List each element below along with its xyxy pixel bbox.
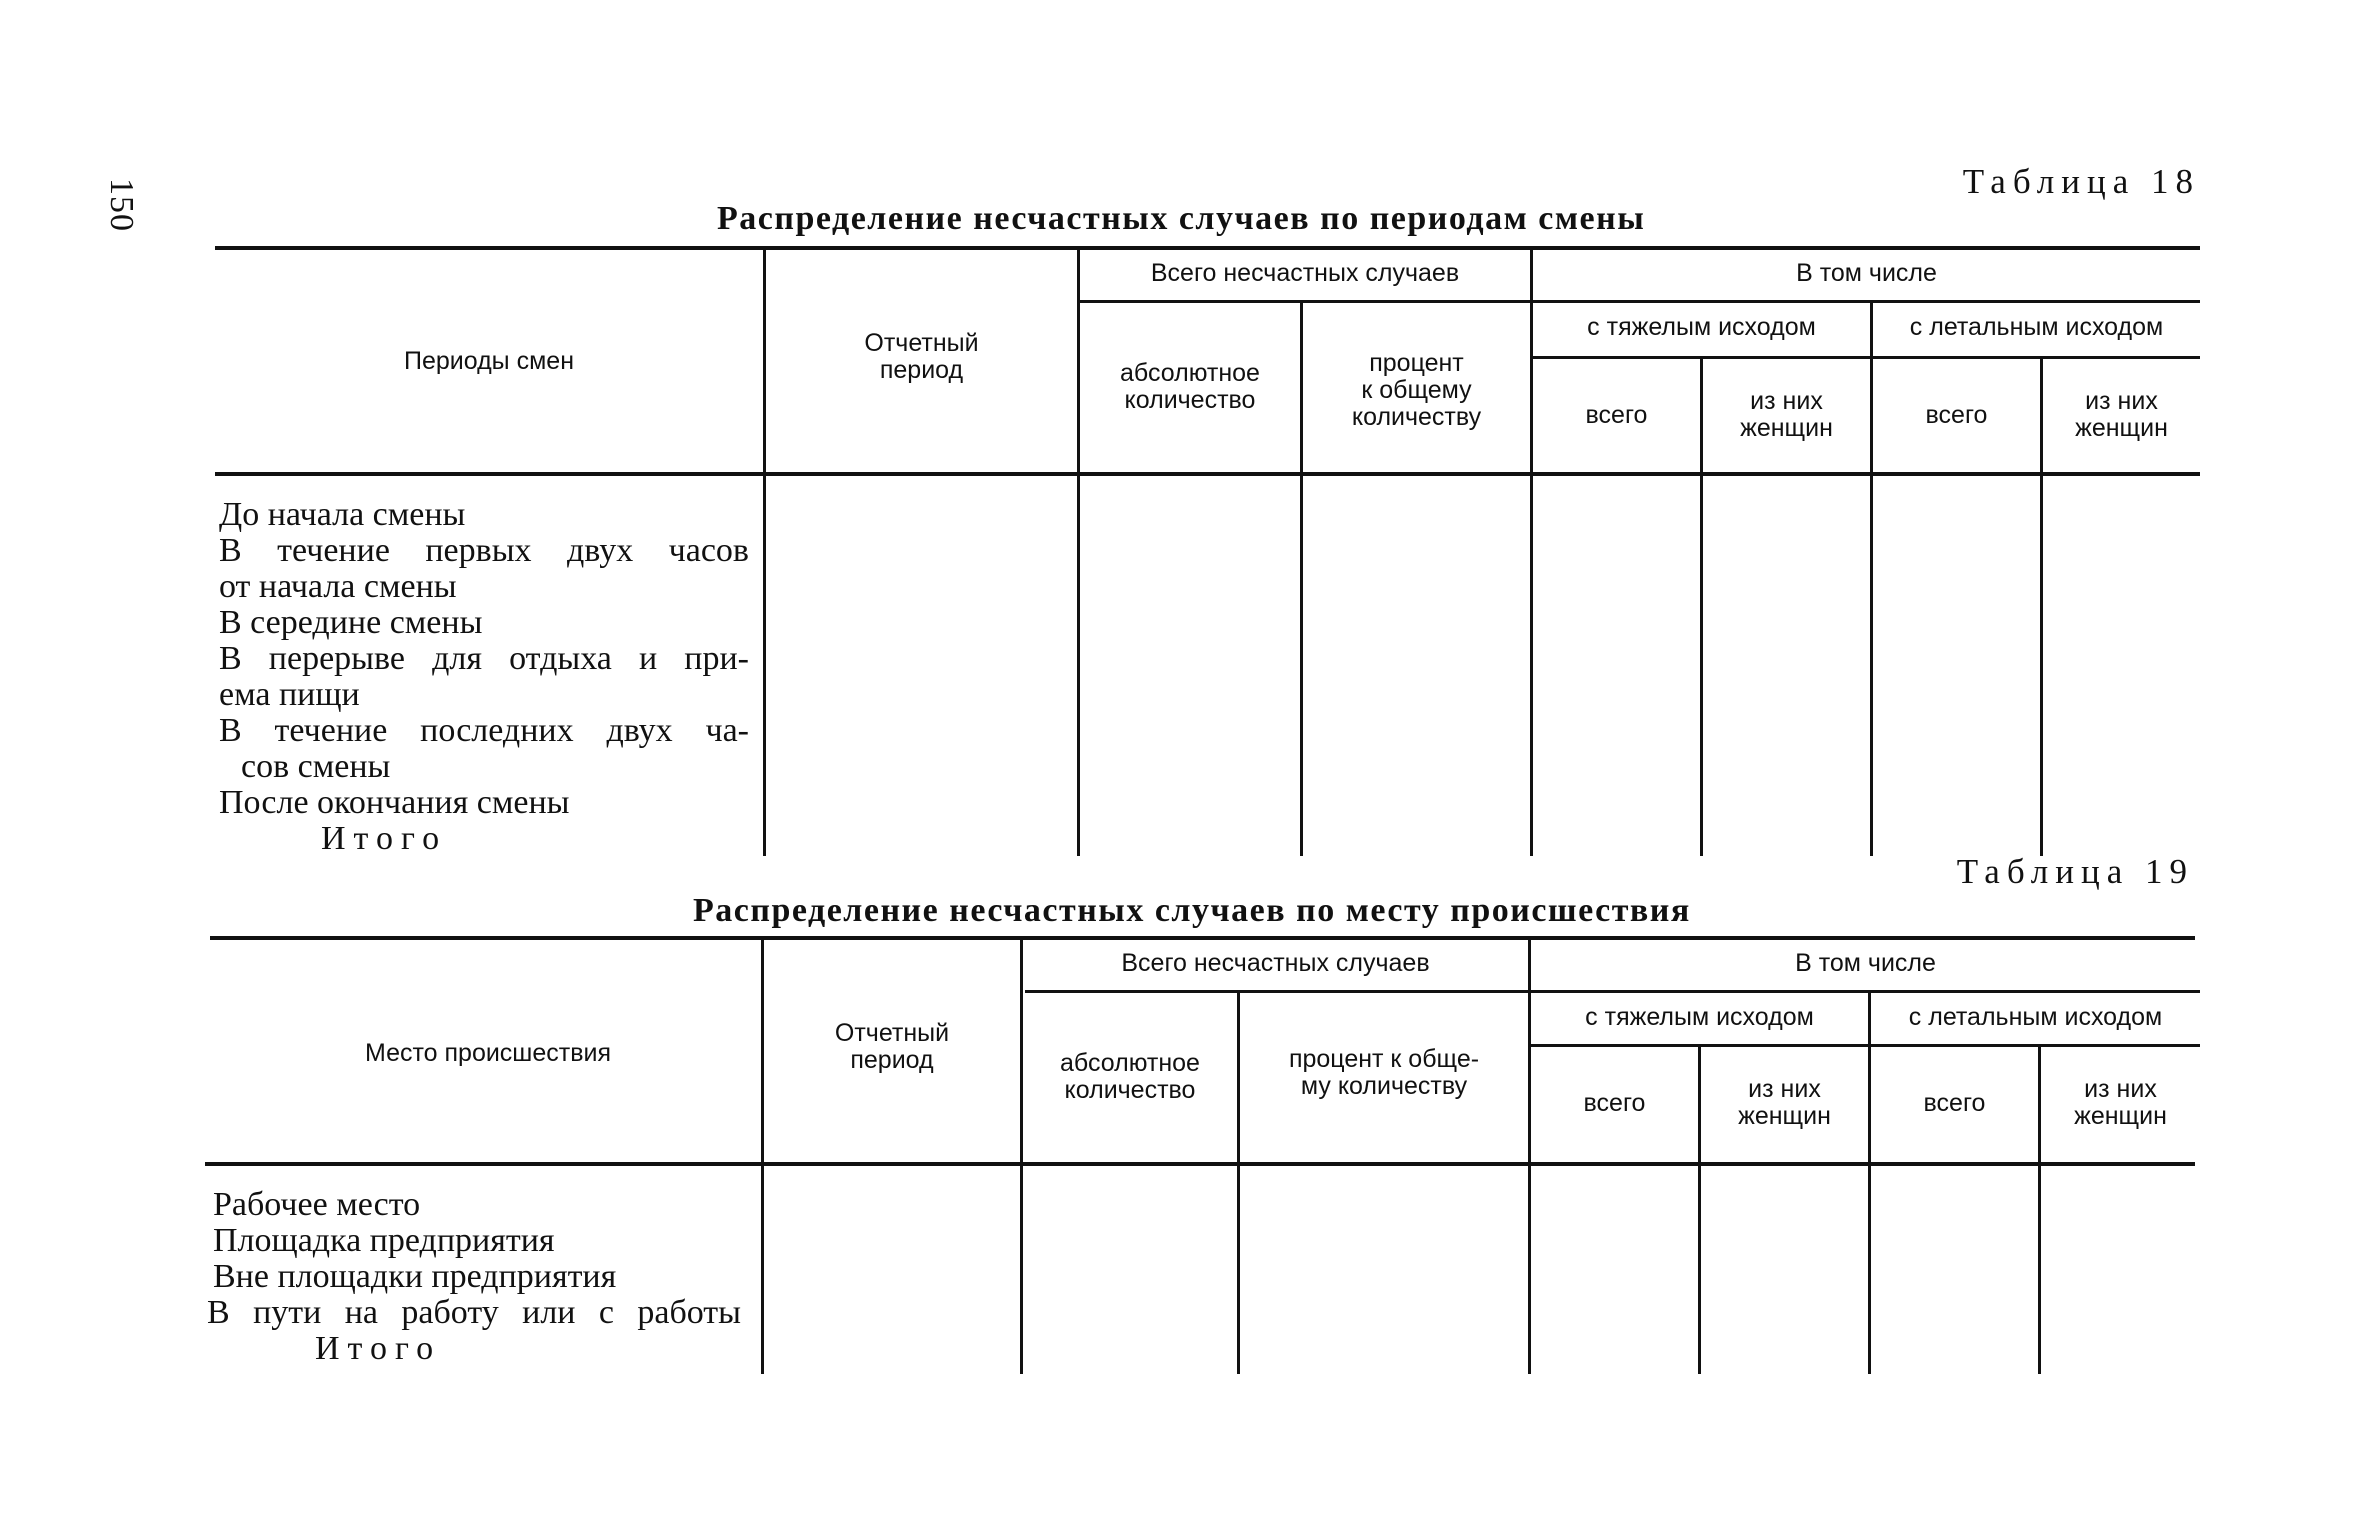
table-18-row-2-cont: от начала смены [219,568,457,605]
table-18-row-3: В середине смены [219,604,483,641]
table-18-label: Таблица 18 [1962,162,2200,201]
page-number: 150 [103,178,140,232]
table-18-row-4-cont: ема пищи [219,676,360,713]
table-18-row-1: До начала смены [219,496,466,533]
table-18-header-severe: с тяжелым исходом [1587,313,1816,341]
table-18-total: Итого [321,820,448,857]
table-18-row-6: После окончания смены [219,784,570,821]
table-18-header-fatal-women: из них женщин [2075,387,2168,442]
table-18-vline-6 [1870,300,1873,856]
table-18-vline-2 [1077,246,1080,856]
table-18-top-rule [215,246,2200,250]
table-19-header-first-col: Место происшествия [364,1039,612,1067]
table-19-header-absolute: абсолютное количество [1060,1049,1200,1104]
table-19-total: Итого [315,1330,442,1367]
table-19-header-total-group: Всего несчастных случаев [1121,949,1430,977]
table-19-header-rule [205,1162,2195,1166]
table-18-header-first-col: Периоды смен [404,347,574,375]
table-18-row-2: В течение первых двух часов [219,532,749,569]
table-18-title: Распределение несчастных случаев по периодам смены [717,200,1646,237]
table-18-header-including: В том числе [1796,259,1937,287]
table-19-header-severe-women: из них женщин [1738,1075,1831,1130]
table-18-header-absolute: абсолютное количество [1120,359,1260,414]
table-18-header-percent: процент к общему количеству [1351,349,1482,431]
table-19-header-fatal-all: всего [1923,1089,1986,1117]
table-19-vline-2 [1020,936,1023,1374]
table-18-header-severe-all: всего [1585,401,1648,429]
table-19-header-period: Отчетный период [834,1019,950,1074]
table-18-header-fatal-all: всего [1925,401,1988,429]
table-19-title: Распределение несчастных случаев по месту происшествия [693,892,1691,929]
table-19-row-1: Рабочее место [213,1186,421,1223]
table-19-row-3: Вне площадки предприятия [213,1258,617,1295]
table-19-header-percent: процент к обще- му количеству [1288,1045,1480,1100]
table-19-vline-4 [1528,936,1531,1374]
table-19-row-4: В пути на работу или с работы [207,1294,741,1331]
table-19-group-rule [1025,990,2200,993]
table-19-header-including: В том числе [1795,949,1936,977]
table-19-sub-rule [1531,1044,2200,1047]
table-19-header-fatal: с летальным исходом [1908,1003,2163,1031]
table-18-header-fatal: с летальным исходом [1909,313,2164,341]
table-18-header-total-group: Всего несчастных случаев [1150,259,1460,287]
table-18-group-rule [1080,300,2200,303]
table-18-row-5: В течение последних двух ча- [219,712,749,749]
table-18 [215,160,2200,870]
table-19-header-fatal-women: из них женщин [2074,1075,2167,1130]
table-19-label: Таблица 19 [1956,852,2194,891]
table-19-vline-6 [1868,990,1871,1374]
table-18-header-period: Отчетный период [864,329,979,384]
table-19-top-rule [210,936,2195,940]
table-19-vline-1 [761,936,764,1374]
table-19-header-severe-all: всего [1583,1089,1646,1117]
table-18-header-rule [215,472,2200,476]
table-19 [207,852,2200,1392]
table-18-sub-rule [1533,356,2200,359]
table-19-row-2: Площадка предприятия [213,1222,555,1259]
table-18-row-5-cont: сов смены [241,748,391,785]
table-19-header-severe: с тяжелым исходом [1585,1003,1814,1031]
table-18-header-severe-women: из них женщин [1740,387,1833,442]
table-18-row-4: В перерыве для отдыха и при- [219,640,749,677]
